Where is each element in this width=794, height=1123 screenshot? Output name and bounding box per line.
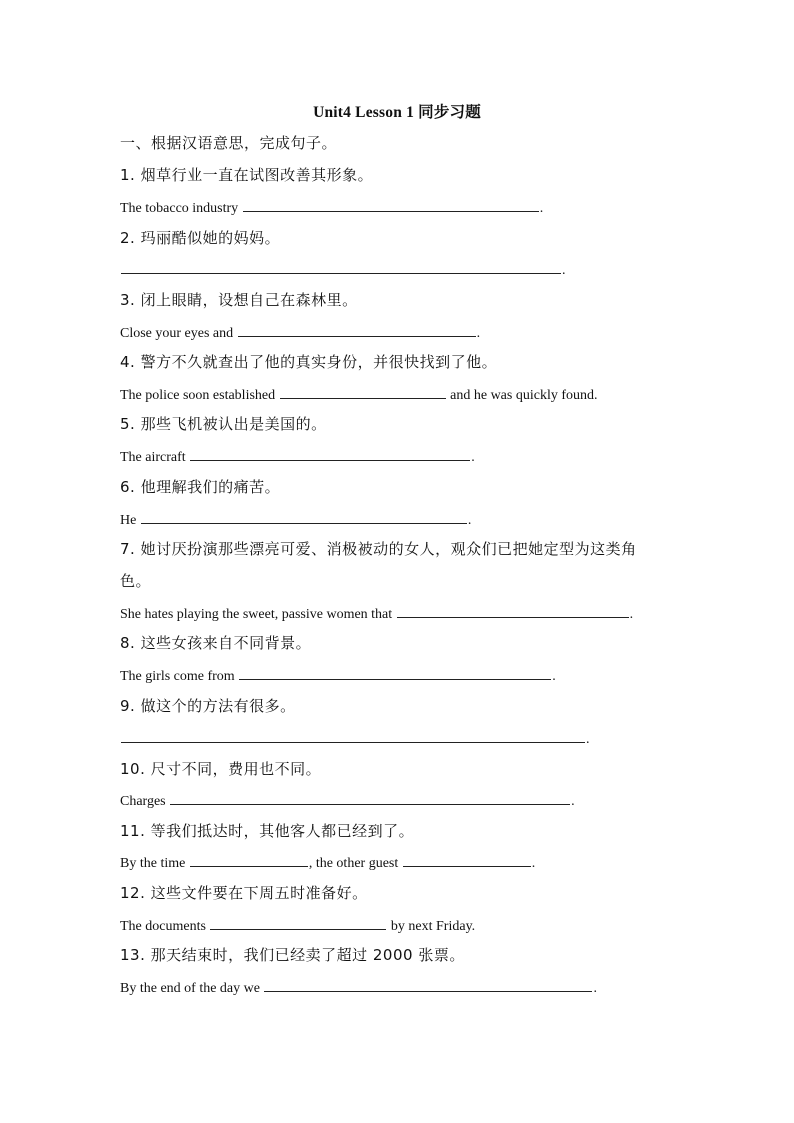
- question-1-prefix: The tobacco industry: [120, 201, 242, 216]
- question-5-suffix: .: [471, 450, 475, 465]
- answer-blank-6[interactable]: [141, 509, 467, 524]
- question-9-english: [120, 728, 590, 748]
- question-9-suffix: .: [586, 732, 590, 747]
- answer-blank-9[interactable]: [121, 728, 585, 743]
- question-2-chinese: 2. 玛丽酷似她的妈妈。: [120, 229, 281, 247]
- answer-blank-13[interactable]: [264, 977, 592, 992]
- question-8-prefix: The girls come from: [120, 669, 239, 684]
- question-6-prefix: He: [120, 513, 140, 528]
- question-4-english: [120, 384, 598, 404]
- question-7-english: [120, 603, 633, 623]
- answer-blank-8[interactable]: [239, 665, 551, 680]
- question-12-english: [120, 915, 475, 935]
- question-3-english: [120, 322, 480, 342]
- question-10-english: [120, 790, 575, 810]
- question-1-chinese: 1. 烟草行业一直在试图改善其形象。: [120, 166, 374, 184]
- question-11-english: [120, 852, 535, 872]
- question-6-chinese: 6. 他理解我们的痛苦。: [120, 478, 281, 496]
- answer-blank-10[interactable]: [170, 790, 570, 805]
- answer-blank-4[interactable]: [280, 384, 446, 399]
- question-2-english: [120, 259, 566, 279]
- question-9-chinese: 9. 做这个的方法有很多。: [120, 697, 296, 715]
- question-11-suffix: .: [531, 856, 536, 871]
- question-5-prefix: The aircraft: [120, 450, 190, 465]
- answer-blank-12[interactable]: [210, 915, 386, 930]
- question-2-suffix: .: [562, 263, 566, 278]
- answer-blank-7[interactable]: [397, 603, 629, 618]
- question-6-suffix: .: [467, 513, 472, 528]
- question-7-chinese: 7. 她讨厌扮演那些漂亮可爱、消极被动的女人，观众们已把她定型为这类角: [120, 540, 637, 558]
- question-12-prefix: The documents: [120, 919, 210, 934]
- answer-blank-11b[interactable]: [403, 852, 531, 867]
- answer-blank-2[interactable]: [121, 259, 561, 274]
- question-13-prefix: By the end of the day we: [120, 981, 264, 996]
- question-12-suffix: by next Friday.: [387, 919, 476, 934]
- question-3-suffix: .: [476, 326, 481, 341]
- question-12-chinese: 12. 这些文件要在下周五时准备好。: [120, 884, 368, 902]
- question-11-middle: , the other guest: [308, 856, 402, 871]
- question-13-suffix: .: [593, 981, 597, 996]
- question-11-chinese: 11. 等我们抵达时，其他客人都已经到了。: [120, 822, 415, 840]
- question-7-chinese-continued: 色。: [120, 572, 152, 590]
- question-3-chinese: 3. 闭上眼睛，设想自己在森林里。: [120, 291, 358, 309]
- answer-blank-11a[interactable]: [190, 852, 308, 867]
- question-8-chinese: 8. 这些女孩来自不同背景。: [120, 634, 312, 652]
- question-3-prefix: Close your eyes and: [120, 326, 237, 341]
- answer-blank-3[interactable]: [238, 322, 476, 337]
- question-5-chinese: 5. 那些飞机被认出是美国的。: [120, 415, 327, 433]
- question-11-prefix: By the time: [120, 856, 189, 871]
- question-10-prefix: Charges: [120, 794, 170, 809]
- question-4-suffix: and he was quickly found.: [446, 388, 598, 403]
- question-4-prefix: The police soon established: [120, 388, 279, 403]
- question-1-suffix: .: [539, 201, 544, 216]
- question-5-english: [120, 446, 475, 466]
- question-7-suffix: .: [629, 607, 634, 622]
- question-10-chinese: 10. 尺寸不同，费用也不同。: [120, 760, 322, 778]
- question-7-prefix: She hates playing the sweet, passive women that: [120, 607, 396, 622]
- question-1-english: [120, 197, 543, 217]
- question-8-suffix: .: [552, 669, 556, 684]
- question-13-chinese: 13. 那天结束时，我们已经卖了超过 2000 张票。: [120, 946, 465, 964]
- answer-blank-1[interactable]: [243, 197, 539, 212]
- page-title: Unit4 Lesson 1 同步习题: [313, 104, 481, 121]
- answer-blank-5[interactable]: [190, 446, 470, 461]
- section-heading: 一、根据汉语意思，完成句子。: [120, 134, 338, 152]
- question-13-english: [120, 977, 597, 997]
- question-4-chinese: 4. 警方不久就查出了他的真实身份，并很快找到了他。: [120, 353, 498, 371]
- question-8-english: [120, 665, 556, 685]
- question-6-english: [120, 509, 471, 529]
- question-10-suffix: .: [571, 794, 575, 809]
